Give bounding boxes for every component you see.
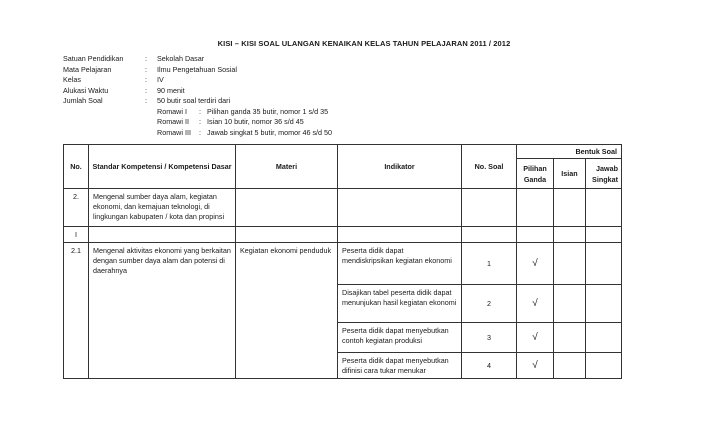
romawi-name: Romawi III — [157, 127, 191, 137]
romawi-row — [63, 117, 332, 128]
romawi-name: Romawi I — [157, 106, 187, 116]
meta-key: Alukasi Waktu — [63, 85, 109, 95]
no-soal: 3 — [462, 323, 517, 353]
indikator-text: Disajikan tabel peserta didik dapat menunjukan hasil kegiatan ekonomi — [338, 285, 462, 323]
standar-kompetensi-text: Mengenal sumber daya alam, kegiatan ekonomi, dan kemajuan teknologi, di lingkungan kabupaten / kota dan propinsi — [89, 189, 236, 227]
check-mark: √ — [517, 353, 554, 379]
indikator-text: Peserta didik dapat menyebutkan contoh kegiatan produksi — [338, 323, 462, 353]
no-soal: 2 — [462, 285, 517, 323]
document-metadata — [63, 54, 332, 138]
meta-key: Mata Pelajaran — [63, 64, 112, 74]
table-row — [64, 243, 622, 285]
meta-row — [63, 86, 332, 97]
no-soal: 1 — [462, 243, 517, 285]
meta-key: Satuan Pendidikan — [63, 54, 124, 63]
header-no-soal: No. Soal — [462, 145, 517, 189]
header-jawab-singkat: Jawab Singkat — [586, 159, 622, 189]
romawi-colon: : — [199, 127, 201, 137]
page-title: KISI – KISI SOAL ULANGAN KENAIKAN KELAS TAHUN PELAJARAN 2011 / 2012 — [217, 39, 511, 48]
materi-text: Kegiatan ekonomi penduduk — [236, 243, 338, 379]
header-no: No. — [64, 145, 89, 189]
check-mark: √ — [517, 285, 554, 323]
meta-value: Sekolah Dasar — [157, 54, 205, 63]
meta-colon: : — [145, 96, 147, 105]
header-pilihan-ganda: Pilihan Ganda — [517, 159, 554, 189]
romawi-desc: Isian 10 butir, nomor 36 s/d 45 — [207, 117, 304, 126]
header-bentuk-soal: Bentuk Soal — [517, 145, 622, 159]
header-indikator: Indikator — [338, 145, 462, 189]
meta-row — [63, 54, 332, 65]
romawi-colon: : — [199, 117, 201, 126]
meta-value: IV — [157, 75, 164, 84]
romawi-row — [63, 107, 332, 118]
meta-value: 90 menit — [157, 85, 185, 95]
meta-value: 50 butir soal terdiri dari — [157, 96, 231, 105]
romawi-desc: Pilihan ganda 35 butir, nomor 1 s/d 35 — [207, 106, 329, 116]
header-isian: Isian — [554, 159, 586, 189]
romawi-colon: : — [199, 106, 201, 116]
romawi-name: Romawi II — [157, 117, 189, 126]
meta-key: Kelas — [63, 75, 81, 84]
meta-colon: : — [145, 75, 147, 84]
kisi-kisi-table — [63, 144, 622, 379]
header-standar-kompetensi: Standar Kompetensi / Kompetensi Dasar — [89, 145, 236, 189]
roman-numeral: I — [64, 227, 89, 243]
indikator-text: Peserta didik dapat menyebutkan difinisi cara tukar menukar — [338, 353, 462, 379]
meta-value: Ilmu Pengetahuan Sosial — [157, 64, 237, 74]
no-soal: 4 — [462, 353, 517, 379]
meta-row — [63, 65, 332, 76]
meta-colon: : — [145, 85, 147, 95]
indikator-text: Peserta didik dapat mendiskripsikan kegiatan ekonomi — [338, 243, 462, 285]
check-mark: √ — [517, 323, 554, 353]
row-number: 2.1 — [64, 243, 89, 379]
row-number: 2. — [64, 189, 89, 227]
meta-row — [63, 96, 332, 107]
meta-colon: : — [145, 54, 147, 63]
romawi-row — [63, 128, 332, 139]
meta-key: Jumlah Soal — [63, 96, 103, 105]
table-row — [64, 189, 622, 227]
kompetensi-dasar-text: Mengenal aktivitas ekonomi yang berkaitan dengan sumber daya alam dan potensi di daerahnya — [89, 243, 236, 379]
romawi-desc: Jawab singkat 5 butir, momor 46 s/d 50 — [207, 127, 333, 137]
meta-colon: : — [145, 64, 147, 74]
table-row — [64, 227, 622, 243]
check-mark: √ — [517, 243, 554, 285]
header-materi: Materi — [236, 145, 338, 189]
meta-row — [63, 75, 332, 86]
